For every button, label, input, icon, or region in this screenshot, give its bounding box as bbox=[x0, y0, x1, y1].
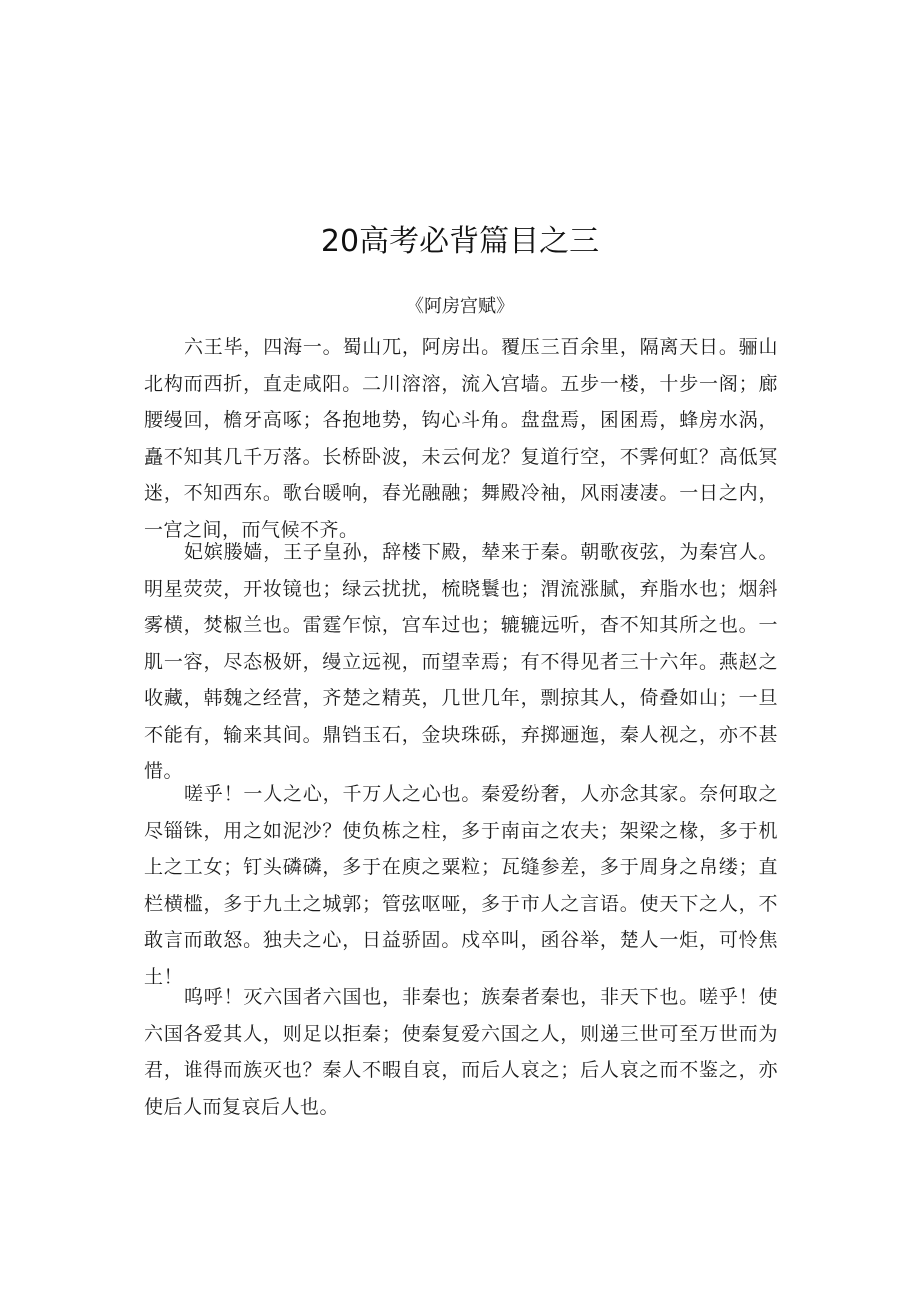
paragraph: 嗟乎！一人之心，千万人之心也。秦爱纷奢，人亦念其家。奈何取之尽锱铢，用之如泥沙？使负栋之柱，多于南亩之农夫；架梁之椽，多于机上之工女；钉头磷磷，多于在庾之粟粒；瓦缝参差，多于周身之帛缕；直栏横槛，多于九土之城郭；管弦呕哑，多于市人之言语。使天下之人，不敢言而敢怒。独夫之心，日益骄固。戍卒叫，函谷举，楚人一炬，可怜焦土！ bbox=[144, 783, 778, 988]
essay-title: 《阿房宫赋》 bbox=[406, 296, 514, 317]
paragraph: 呜呼！灭六国者六国也，非秦也；族秦者秦也，非天下也。嗟乎！使六国各爱其人，则足以拒秦；使秦复爱六国之人，则递三世可至万世而为君，谁得而族灭也？秦人不暇自哀，而后人哀之；后人哀之而不鉴之，亦使后人而复哀后人也。 bbox=[144, 986, 778, 1118]
paragraph: 妃嫔媵嫱，王子皇孙，辞楼下殿，辇来于秦。朝歌夜弦，为秦宫人。明星荧荧，开妆镜也；绿云扰扰，梳晓鬟也；渭流涨腻，弃脂水也；烟斜雾横，焚椒兰也。雷霆乍惊，宫车过也；辘辘远听，杳不知其所之也。一肌一容，尽态极妍，缦立远视，而望幸焉；有不得见者三十六年。燕赵之收藏，韩魏之经营，齐楚之精英，几世几年，剽掠其人，倚叠如山；一旦不能有，输来其间。鼎铛玉石，金块珠砾，弃掷逦迤，秦人视之，亦不甚惜。 bbox=[144, 541, 778, 782]
paragraph-4-block bbox=[144, 979, 778, 1125]
paragraph-1-block bbox=[144, 329, 778, 548]
page-title: 20高考必背篇目之三 bbox=[320, 224, 600, 259]
paragraph-3-block bbox=[144, 776, 778, 995]
paragraph-2-block bbox=[144, 534, 778, 790]
paragraph: 六王毕，四海一。蜀山兀，阿房出。覆压三百余里，隔离天日。骊山北构而西折，直走咸阳。二川溶溶，流入宫墙。五步一楼，十步一阁；廊腰缦回，檐牙高啄；各抱地势，钩心斗角。盘盘焉，囷囷焉，蜂房水涡，矗不知其几千万落。长桥卧波，未云何龙？复道行空，不霁何虹？高低冥迷，不知西东。歌台暖响，春光融融；舞殿冷袖，风雨凄凄。一日之内，一宫之间，而气候不齐。 bbox=[144, 336, 778, 541]
